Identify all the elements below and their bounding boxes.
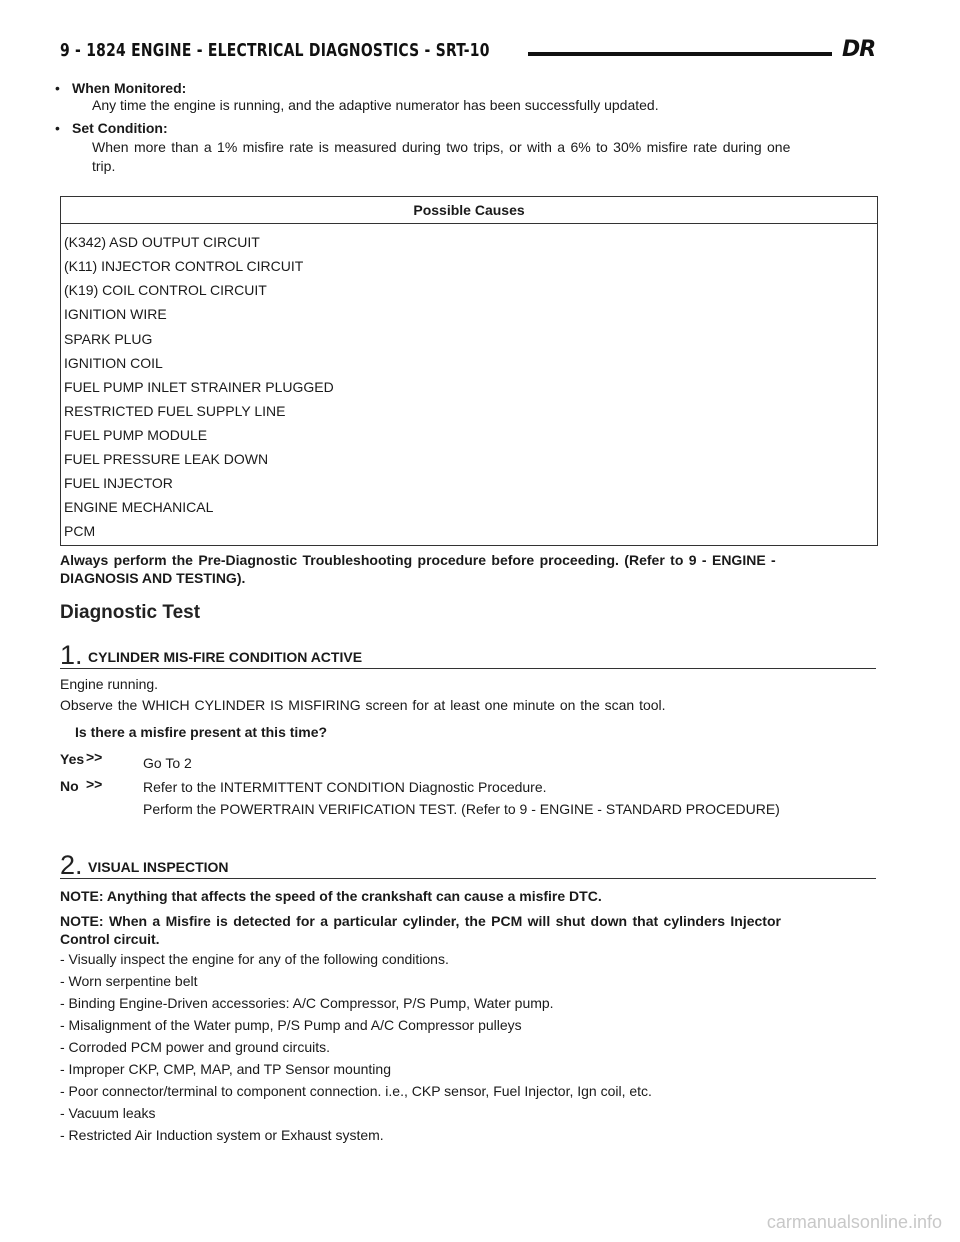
header-rule [528, 52, 832, 56]
step-1-no-label: No [60, 778, 79, 794]
inspection-list-item: - Restricted Air Induction system or Exhaust system. [60, 1127, 384, 1143]
always-perform-line1: Always perform the Pre-Diagnostic Troubleshooting procedure before proceeding. (Refer to 9 - ENGINE - [60, 552, 776, 568]
inspection-list-item: - Vacuum leaks [60, 1105, 156, 1121]
step-1-yes-text: Go To 2 [143, 755, 192, 771]
diagnostic-test-heading: Diagnostic Test [60, 602, 201, 623]
header-title: 9 - 1824 ENGINE - ELECTRICAL DIAGNOSTICS - SRT-10 [60, 40, 490, 61]
step-1-yes-arrow: >> [86, 749, 103, 765]
step-2-header [60, 852, 876, 879]
step-1-number: 1. [60, 640, 83, 670]
cause-item: ENGINE MECHANICAL [64, 499, 214, 515]
cause-item: PCM [64, 523, 96, 539]
inspection-list-item: - Visually inspect the engine for any of the following conditions. [60, 951, 449, 967]
step-1-title: CYLINDER MIS-FIRE CONDITION ACTIVE [88, 649, 363, 665]
cause-item: IGNITION WIRE [64, 306, 167, 322]
step-1-no-arrow: >> [86, 776, 103, 792]
when-monitored-bullet [72, 80, 186, 96]
watermark-link[interactable]: carmanualsonline.info [766, 1212, 942, 1232]
when-monitored-text: Any time the engine is running, and the adaptive numerator has been successfully updated. [92, 97, 659, 113]
page-header [60, 37, 878, 70]
header-code: DR [842, 37, 876, 62]
when-monitored-heading: • When Monitored: [72, 80, 187, 96]
cause-item: FUEL PRESSURE LEAK DOWN [64, 451, 269, 467]
step-1-no-text2: Perform the POWERTRAIN VERIFICATION TEST. (Refer to 9 - ENGINE - STANDARD PROCEDURE) [143, 801, 780, 817]
inspection-list-item: - Misalignment of the Water pump, P/S Pump and A/C Compressor pulleys [60, 1017, 522, 1033]
cause-item: SPARK PLUG [64, 331, 153, 347]
possible-causes-heading: Possible Causes [61, 197, 877, 224]
cause-item: (K19) COIL CONTROL CIRCUIT [64, 282, 267, 298]
inspection-list-item: - Poor connector/terminal to component connection. i.e., CKP sensor, Fuel Injector, Ign coil, etc. [60, 1083, 652, 1099]
step-1-question: Is there a misfire present at this time? [75, 724, 328, 740]
set-condition-line2: trip. [92, 158, 116, 174]
cause-item: RESTRICTED FUEL SUPPLY LINE [64, 403, 286, 419]
possible-causes-table [60, 196, 878, 546]
inspection-list-item: - Corroded PCM power and ground circuits. [60, 1039, 331, 1055]
step-2-note2-line2: Control circuit. [60, 931, 160, 947]
always-perform-line2: DIAGNOSIS AND TESTING). [60, 570, 246, 586]
step-1-line2: Observe the WHICH CYLINDER IS MISFIRING screen for at least one minute on the scan tool. [60, 697, 666, 713]
step-2-note2-line1: NOTE: When a Misfire is detected for a particular cylinder, the PCM will shut down that cylinders Injector [60, 913, 781, 929]
inspection-list-item: - Improper CKP, CMP, MAP, and TP Sensor mounting [60, 1061, 391, 1077]
cause-item: FUEL PUMP INLET STRAINER PLUGGED [64, 379, 334, 395]
inspection-list-item: - Binding Engine-Driven accessories: A/C Compressor, P/S Pump, Water pump. [60, 995, 554, 1011]
step-1-yes-label: Yes [60, 751, 85, 767]
step-1-header [60, 642, 876, 669]
cause-item: FUEL PUMP MODULE [64, 427, 208, 443]
set-condition-bullet [72, 120, 168, 136]
cause-item: (K11) INJECTOR CONTROL CIRCUIT [64, 258, 304, 274]
set-condition-line1: When more than a 1% misfire rate is measured during two trips, or with a 6% to 30% misfire rate during one [92, 139, 791, 155]
cause-item: (K342) ASD OUTPUT CIRCUIT [64, 234, 260, 250]
step-2-number: 2. [60, 850, 83, 880]
set-condition-heading: • Set Condition: [72, 120, 168, 136]
inspection-list-item: - Worn serpentine belt [60, 973, 198, 989]
step-2-title: VISUAL INSPECTION [88, 859, 229, 875]
step-2-note1: NOTE: Anything that affects the speed of the crankshaft can cause a misfire DTC. [60, 888, 602, 904]
cause-item: FUEL INJECTOR [64, 475, 173, 491]
step-1-no-text1: Refer to the INTERMITTENT CONDITION Diagnostic Procedure. [143, 779, 547, 795]
step-1-line1: Engine running. [60, 676, 159, 692]
cause-item: IGNITION COIL [64, 355, 163, 371]
